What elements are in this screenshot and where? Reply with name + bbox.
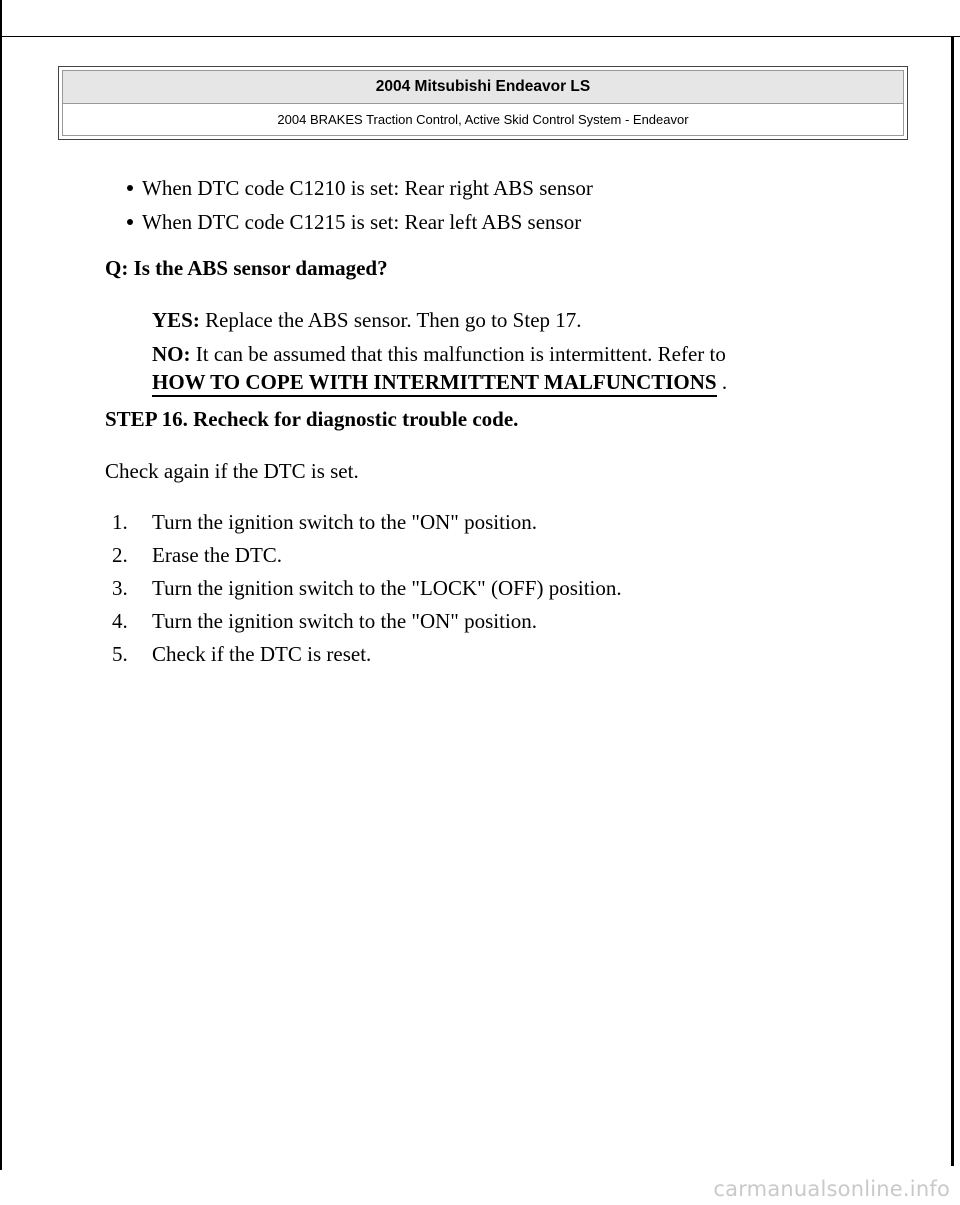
yes-label: YES:: [152, 308, 200, 332]
step-number: 2.: [112, 543, 128, 567]
no-answer: [152, 342, 726, 367]
step-heading: STEP 16. Recheck for diagnostic trouble code.: [105, 407, 519, 431]
yes-answer: [152, 308, 582, 333]
step-number: 4.: [112, 609, 128, 633]
step-text: Erase the DTC.: [152, 543, 283, 567]
document-title: 2004 Mitsubishi Endeavor LS: [63, 71, 903, 104]
intro-text: Check again if the DTC is set.: [105, 459, 359, 483]
page-frame-right: [951, 36, 954, 1166]
page-frame-top: [0, 36, 960, 37]
step-item: [112, 576, 622, 601]
step-number: 3.: [112, 576, 128, 600]
bullet-text: When DTC code C1210 is set: Rear right ABS sensor: [142, 176, 593, 200]
question-heading: Q: Is the ABS sensor damaged?: [105, 256, 388, 280]
intermittent-malfunctions-link[interactable]: HOW TO COPE WITH INTERMITTENT MALFUNCTIONS: [152, 370, 717, 397]
bullet-text: When DTC code C1215 is set: Rear left ABS sensor: [142, 210, 582, 234]
no-answer-continued: [152, 370, 727, 395]
bullet-item: [127, 210, 581, 235]
document-subtitle: 2004 BRAKES Traction Control, Active Skid Control System - Endeavor: [277, 112, 689, 127]
bullet-dot-icon: [127, 185, 133, 191]
no-text: It can be assumed that this malfunction is intermittent. Refer to: [190, 342, 726, 366]
no-tail: .: [716, 370, 728, 394]
step-item: [112, 510, 537, 535]
step-text: Check if the DTC is reset.: [152, 642, 372, 666]
step-item: [112, 642, 371, 667]
step-number: 5.: [112, 642, 128, 666]
document-header-inner: [62, 70, 904, 136]
step-item: [112, 609, 537, 634]
bullet-item: [127, 176, 593, 201]
page-frame-left: [0, 0, 2, 1170]
yes-text: Replace the ABS sensor. Then go to Step 17.: [199, 308, 582, 332]
watermark: carmanualsonline.info: [713, 1177, 950, 1201]
document-header: [58, 66, 908, 140]
step-text: Turn the ignition switch to the "ON" position.: [152, 609, 538, 633]
no-label: NO:: [152, 342, 191, 366]
bullet-dot-icon: [127, 219, 133, 225]
step-text: Turn the ignition switch to the "LOCK" (OFF) position.: [152, 576, 622, 600]
step-item: [112, 543, 282, 568]
step-text: Turn the ignition switch to the "ON" position.: [152, 510, 538, 534]
step-number: 1.: [112, 510, 128, 534]
